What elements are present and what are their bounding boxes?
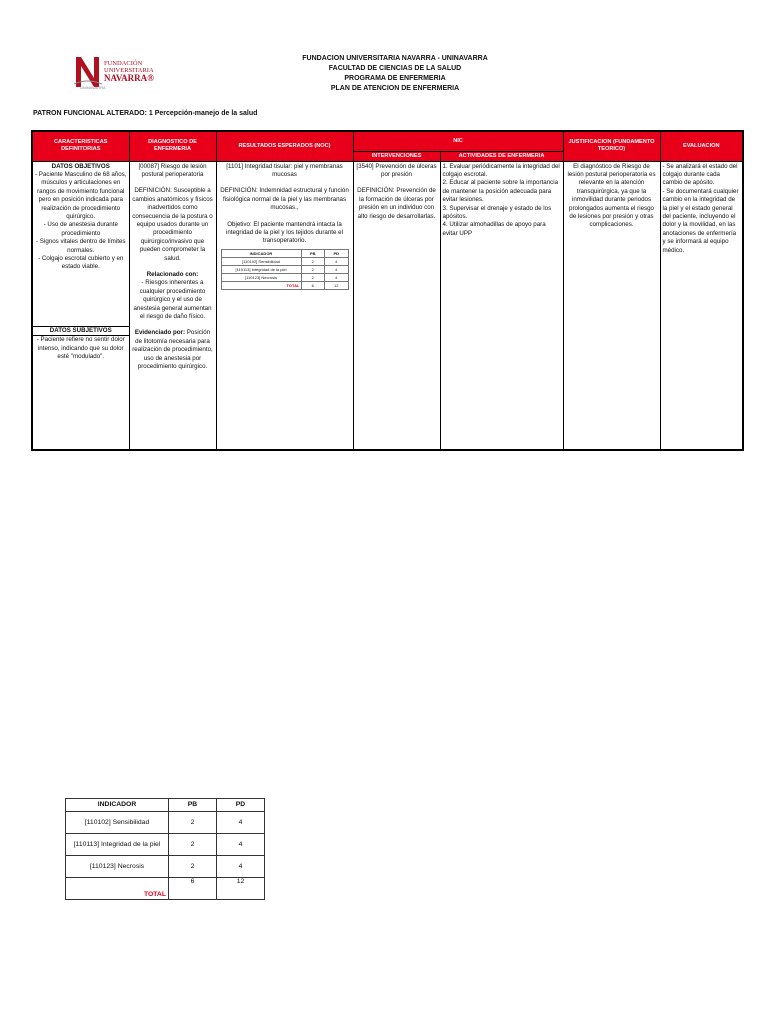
mini-header-pd: PD [325,249,349,257]
header-plan-title: PLAN DE ATENCION DE ENFERMERIA [330,85,460,92]
evidenciado-text: Posición de litotomía necesaria para realización de procedimiento, uso de anestesia por procedimiento quirúrgico. [132,329,213,371]
mini-header-pb: PB [301,249,325,257]
indicator-row [66,812,265,834]
indicator-pd: 4 [217,812,265,834]
header-nic: NIC [353,131,563,151]
mini-header-indicador: INDICADOR [221,249,301,257]
logo-wordmark: FUNDACIÓN UNIVERSITARIA NAVARRA® [104,60,154,83]
datos-subjetivos-title: DATOS SUBJETIVOS [33,326,129,336]
mini-indicator-row [221,273,348,281]
actividad-item: 4. Utilizar almohadillas de apoyo para evitar UPP [442,221,546,237]
objetivo-item: - Colgajo escrotal cubierto y en estado viable. [38,254,124,271]
header-justificacion: JUSTIFICACION (FUNDAMENTO TEORICO) [563,131,660,161]
indicator-name: [110123] Necrosis [66,856,169,878]
header-actividades: ACTIVIDADES DE ENFERMERIA [440,151,563,161]
indicator-table [65,798,265,900]
mini-indicator-pb: 2 [301,257,325,265]
mini-indicator-name: [110102] Sensibilidad [221,257,301,265]
diagnostico-definicion: DEFINICIÓN: Susceptible a cambios anatómicos y físicos inadvertidos como consecuencia de la postura o equipo usados durante un procedimiento quirúrgico/invasivo que pueden comprometer la salud. [132,187,213,262]
mini-indicator-pd: 4 [325,257,349,265]
indicator-pb: 2 [169,856,217,878]
diagnostico-nanda: [00087] Riesgo de lesión postural perioperatoria [138,162,207,178]
caracteristicas-cell [32,161,129,450]
total-row [66,878,265,900]
header-faculty: FACULTAD DE CIENCIAS DE LA SALUD [328,65,462,72]
total-label: TOTAL [66,878,169,900]
evaluacion-item: - Se analizará el estado del colgajo durante cada cambio de apósito. [662,162,738,187]
header-institution: FUNDACION UNIVERSITARIA NAVARRA - UNINAVARRA [302,55,488,62]
actividad-item: 1. Evaluar periódicamente la integridad del colgajo escrotal. [442,162,560,178]
mini-indicator-pd: 4 [325,265,349,273]
noc-objetivo: Objetivo: El paciente mantendrá intacta la integridad de la piel y los tejidos durante el transoperatorio. [226,220,343,245]
relacionado-text: - Riesgos inherentes a cualquier procedimiento quirúrgico y el uso de anestesia general aumentan el riesgo de daño físico. [133,279,212,320]
mini-total-pb: 6 [301,281,325,289]
justificacion-cell [563,161,660,450]
resultados-cell [216,161,353,450]
header-resultados: RESULTADOS ESPERADOS (NOC) [216,131,353,161]
nic-definicion: DEFINICIÓN: Prevención de la formación de úlceras por presión en un individuo con alto riesgo de desarrollarlas. [357,187,436,220]
total-pb: 6 [169,878,217,900]
mini-indicator-row [221,257,348,265]
patron-funcional: PATRON FUNCIONAL ALTERADO: 1 Percepción-manejo de la salud [33,110,258,117]
evaluacion-cell [660,161,743,450]
mini-total-row [221,281,348,289]
objetivo-item: - Uso de anestesia durante procedimiento [43,221,118,237]
mini-indicator-pd: 4 [325,273,349,281]
relacionado-title: Relacionado con: [146,270,199,278]
evaluacion-item: - Se documentará cualquier cambio en la integridad de la piel y el estado general del paciente, incluyendo el dolor y la movilidad, en las anotaciones de enfermería y se informará al equipo médico. [662,187,739,254]
indicator-pd: 4 [217,834,265,856]
justificacion-text: El diagnóstico de Riesgo de lesión postural perioperatoria es relevante en la atención transquirúrgica, ya que la inmovilidad durante periodos prolongados aumenta el riesgo de lesiones por presión y otras complicaciones. [567,162,656,229]
total-pd: 12 [217,878,265,900]
mini-indicator-row [221,265,348,273]
actividades-cell [440,161,563,450]
document-header [230,54,560,94]
evidenciado-title: Evidenciado por: [134,329,186,337]
care-plan-table [31,130,744,451]
indicator-row [66,834,265,856]
indicator-row [66,856,265,878]
noc-resultado: [1101] Integridad tisular: piel y membranas mucosas [226,162,343,178]
mini-total-label: TOTAL [221,281,301,289]
intervenciones-cell [353,161,440,450]
header-evaluacion: EVALUACION [660,131,743,161]
indicator-pb: 2 [169,834,217,856]
datos-objetivos-title: DATOS OBJETIVOS [51,162,110,170]
header-indicador: INDICADOR [66,799,169,812]
indicator-name: [110113] Integridad de la piel [66,834,169,856]
actividad-item: 2. Educar al paciente sobre la importancia de mantener la posición adecuada para evitar lesiones. [442,179,559,204]
header-caracteristicas: CARACTERISTICAS DEFINITORIAS [32,131,129,161]
objetivo-item: - Paciente Masculino de 68 años, músculos y articulaciones en rangos de movimiento funcional pero en posición indicada para realización de procedimiento quirúrgico. [35,170,127,220]
mini-indicator-name: [110113] Integridad de la piel [221,265,301,273]
logo-tagline: UNINAVARRA [80,85,106,90]
header-pb: PB [169,799,217,812]
header-program: PROGRAMA DE ENFERMERIA [344,75,446,82]
uninavarra-logo [74,54,174,90]
diagnostico-cell [129,161,216,450]
header-intervenciones: INTERVENCIONES [353,151,440,161]
indicator-pd: 4 [217,856,265,878]
nic-intervencion: [3540] Prevención de úlceras por presión [356,162,437,178]
mini-total-pd: 12 [325,281,349,289]
header-pd: PD [217,799,265,812]
mini-indicator-pb: 2 [301,273,325,281]
indicator-name: [110102] Sensibilidad [66,812,169,834]
mini-indicator-pb: 2 [301,265,325,273]
indicator-mini-table [221,249,349,290]
actividad-item: 3. Supervisar el drenaje y estado de los apósitos. [442,204,552,220]
objetivo-item: - Signos vitales dentro de límites normales. [36,238,126,254]
indicator-pb: 2 [169,812,217,834]
header-diagnostico: DIAGNOSTICO DE ENFERMERIA [129,131,216,161]
noc-definicion: DEFINICIÓN: Indemnidad estructural y función fisiológica normal de la piel y las membranas mucosas., [220,187,349,212]
subjetivo-item: - Paciente refiere no sentir dolor intenso, indicando que su dolor esté "modulado". [36,336,125,360]
mini-indicator-name: [110123] Necrosis [221,273,301,281]
